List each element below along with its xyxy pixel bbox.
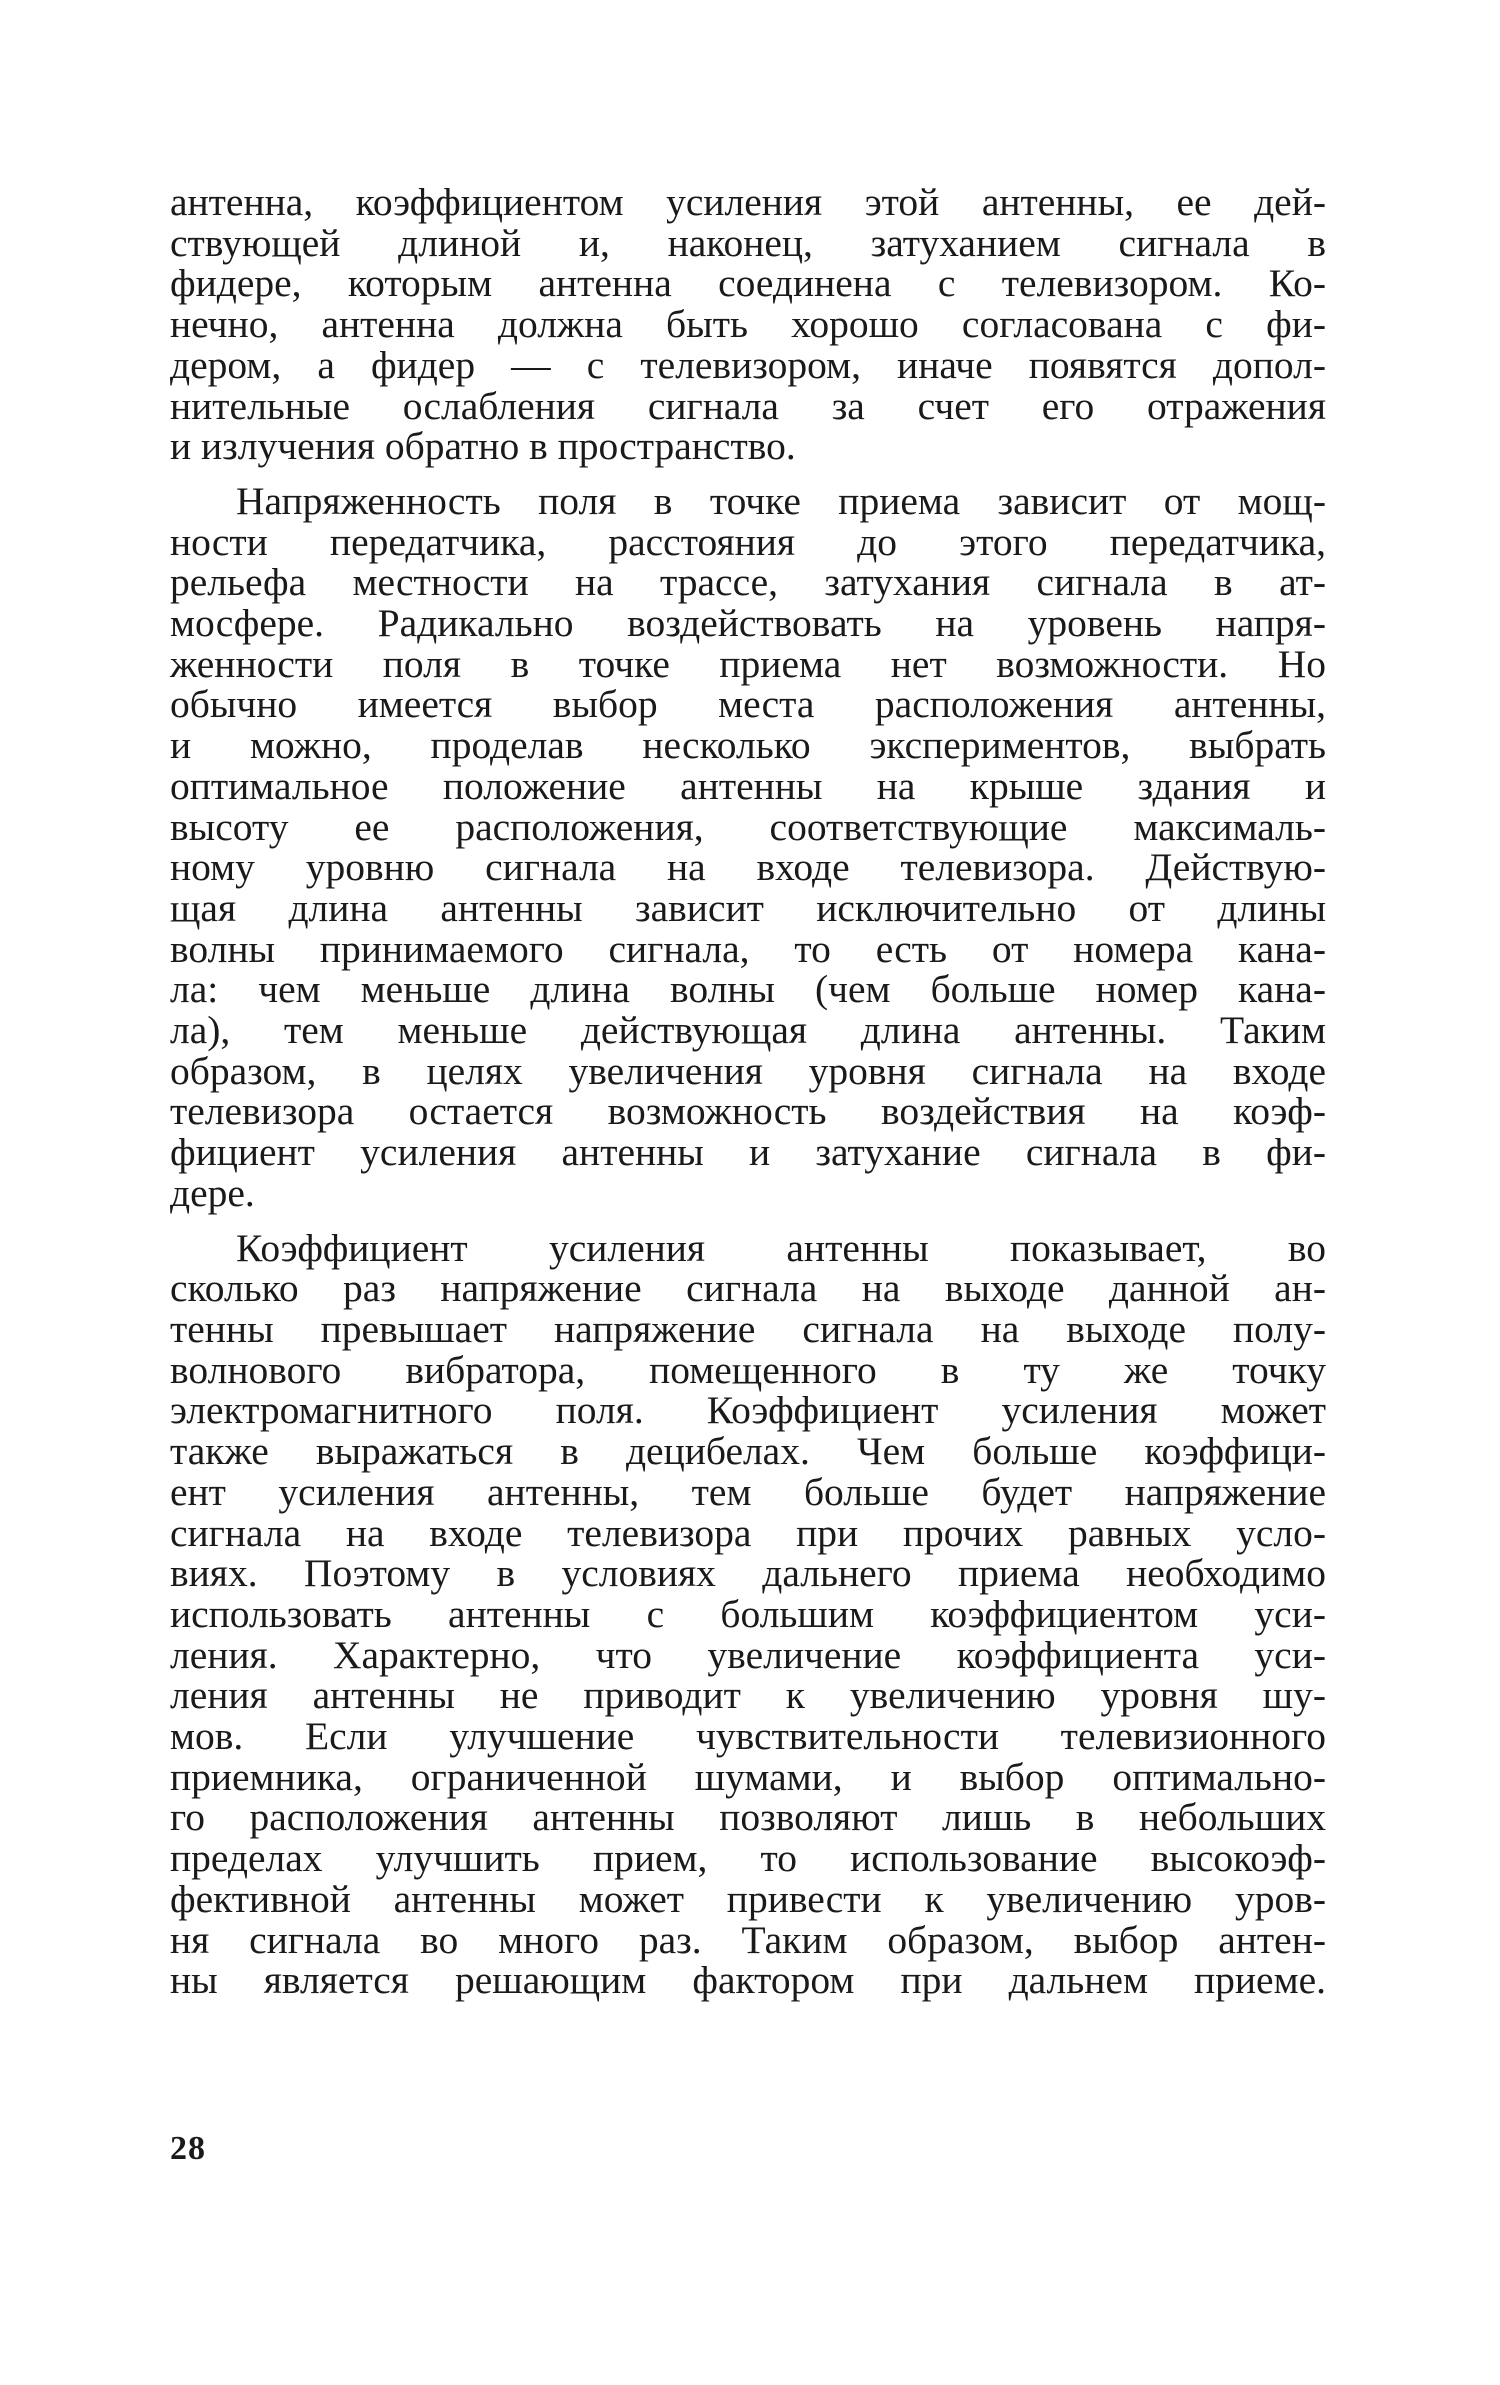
text-line: щая длина антенны зависит исключительно от длины: [170, 885, 1326, 930]
text-line: нечно, антенна должна быть хорошо согласована с фи-: [170, 302, 1326, 347]
page-number: 28: [170, 2130, 206, 2167]
page-body: [170, 182, 1326, 2001]
text-line: Напряженность поля в точке приема зависит от мощ-: [236, 478, 1326, 523]
text-line: ления антенны не приводит к увеличению уровня шу-: [170, 1673, 1326, 1718]
text-line: обычно имеется выбор места расположения антенны,: [170, 682, 1326, 727]
text-line: фициент усиления антенны и затухание сигнала в фи-: [170, 1130, 1326, 1175]
paragraph-3: [170, 1225, 1326, 2003]
text-line: ному уровню сигнала на входе телевизора. Действую-: [170, 845, 1326, 890]
text-line: фективной антенны может привести к увеличению уров-: [170, 1876, 1326, 1921]
text-line: фидере, которым антенна соединена с телевизором. Ко-: [170, 261, 1326, 306]
text-line: и можно, проделав несколько экспериментов, выбрать: [170, 723, 1326, 768]
text-line: ла), тем меньше действующая длина антенны. Таким: [170, 1008, 1326, 1053]
text-line: виях. Поэтому в условиях дальнего приема необходимо: [170, 1551, 1326, 1596]
text-line: дере.: [170, 1170, 255, 1215]
text-line: оптимальное положение антенны на крыше здания и: [170, 763, 1326, 808]
paragraph-2: [170, 478, 1326, 1215]
text-line: Коэффициент усиления антенны показывает, во: [236, 1225, 1326, 1270]
text-line: дером, а фидер — с телевизором, иначе появятся допол-: [170, 342, 1326, 387]
text-line: го расположения антенны позволяют лишь в небольших: [170, 1795, 1326, 1840]
text-line: также выражаться в децибелах. Чем больше коэффици-: [170, 1429, 1326, 1474]
text-line: сигнала на входе телевизора при прочих равных усло-: [170, 1510, 1326, 1555]
text-line: ления. Характерно, что увеличение коэффициента уси-: [170, 1632, 1326, 1677]
text-line: ла: чем меньше длина волны (чем больше номер кана-: [170, 967, 1326, 1012]
text-line: волны принимаемого сигнала, то есть от номера кана-: [170, 926, 1326, 971]
paragraph-1: [170, 182, 1326, 467]
text-line: ент усиления антенны, тем больше будет напряжение: [170, 1469, 1326, 1514]
text-line: антенна, коэффициентом усиления этой антенны, ее дей-: [170, 180, 1326, 224]
text-line: высоту ее расположения, соответствующие максималь-: [170, 804, 1326, 849]
text-line: нительные ослабления сигнала за счет его отражения: [170, 383, 1326, 428]
text-line: сколько раз напряжение сигнала на выходе данной ан-: [170, 1266, 1326, 1311]
text-line: и излучения обратно в пространство.: [170, 424, 796, 469]
text-line: ня сигнала во много раз. Таким образом, выбор антен-: [170, 1917, 1326, 1962]
text-line: волнового вибратора, помещенного в ту же точку: [170, 1347, 1326, 1392]
text-line: использовать антенны с большим коэффициентом уси-: [170, 1591, 1326, 1636]
text-line: ности передатчика, расстояния до этого передатчика,: [170, 519, 1326, 564]
text-line: образом, в целях увеличения уровня сигнала на входе: [170, 1048, 1326, 1093]
text-line: электромагнитного поля. Коэффициент усиления может: [170, 1388, 1326, 1433]
text-line: мосфере. Радикально воздействовать на уровень напря-: [170, 601, 1326, 646]
text-line: пределах улучшить прием, то использование высокоэф-: [170, 1836, 1326, 1881]
text-line: приемника, ограниченной шумами, и выбор оптимально-: [170, 1754, 1326, 1799]
text-line: мов. Если улучшение чувствительности телевизионного: [170, 1714, 1326, 1759]
text-line: ствующей длиной и, наконец, затуханием сигнала в: [170, 220, 1326, 265]
text-line: ны является решающим фактором при дальнем приеме.: [170, 1958, 1326, 2003]
text-line: тенны превышает напряжение сигнала на выходе полу-: [170, 1306, 1326, 1351]
text-line: телевизора остается возможность воздействия на коэф-: [170, 1089, 1326, 1134]
text-line: рельефа местности на трассе, затухания сигнала в ат-: [170, 560, 1326, 605]
text-line: женности поля в точке приема нет возможности. Но: [170, 641, 1326, 686]
